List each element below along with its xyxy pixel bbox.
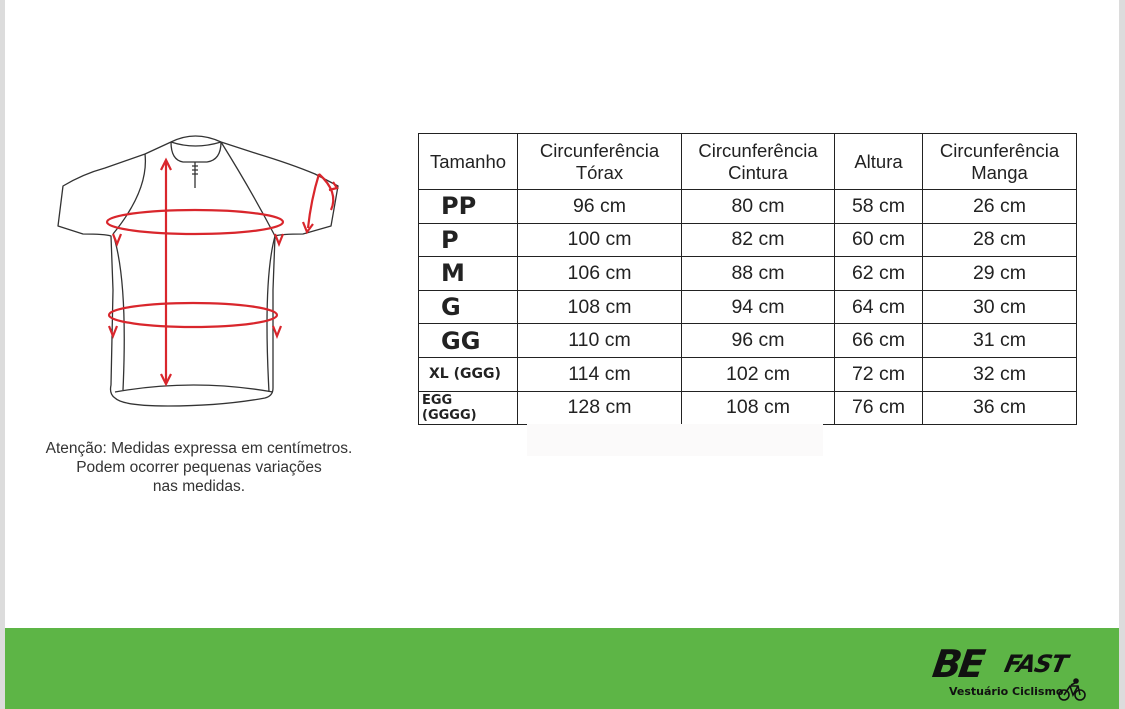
altura-cell: 76 cm xyxy=(835,391,923,425)
header-cintura: Circunferência Cintura xyxy=(682,134,835,190)
cintura-cell: 94 cm xyxy=(682,290,835,324)
size-cell: M xyxy=(419,257,518,291)
manga-cell: 28 cm xyxy=(923,223,1077,257)
manga-cell: 26 cm xyxy=(923,190,1077,224)
note-line-3: nas medidas. xyxy=(152,478,246,495)
cintura-cell: 82 cm xyxy=(682,223,835,257)
note-line-1: Atenção: Medidas expressa em centímetros. xyxy=(45,440,353,457)
size-cell: G xyxy=(419,290,518,324)
table-row xyxy=(419,290,1077,324)
table-row xyxy=(419,257,1077,291)
altura-cell: 62 cm xyxy=(835,257,923,291)
torax-cell: 96 cm xyxy=(518,190,682,224)
torax-cell: 114 cm xyxy=(518,357,682,391)
logo-be-text: BE xyxy=(929,642,986,686)
torax-cell: 108 cm xyxy=(518,290,682,324)
logo-fast-text: FAST xyxy=(1002,650,1070,678)
cintura-cell: 88 cm xyxy=(682,257,835,291)
manga-cell: 32 cm xyxy=(923,357,1077,391)
measurement-note xyxy=(25,439,373,496)
header-manga: Circunferência Manga xyxy=(923,134,1077,190)
header-torax: Circunferência Tórax xyxy=(518,134,682,190)
table-row xyxy=(419,324,1077,358)
table-row xyxy=(419,391,1077,425)
torax-cell: 100 cm xyxy=(518,223,682,257)
size-cell: XL (GGG) xyxy=(419,357,518,391)
altura-cell: 64 cm xyxy=(835,290,923,324)
torax-cell: 106 cm xyxy=(518,257,682,291)
bicycle-icon xyxy=(1057,678,1087,702)
altura-cell: 72 cm xyxy=(835,357,923,391)
altura-cell: 58 cm xyxy=(835,190,923,224)
faint-shadow xyxy=(527,424,823,456)
size-table xyxy=(418,133,1077,425)
size-cell: EGG (GGGG) xyxy=(419,391,518,425)
brand-logo xyxy=(931,640,1091,702)
manga-cell: 31 cm xyxy=(923,324,1077,358)
cintura-cell: 80 cm xyxy=(682,190,835,224)
altura-cell: 66 cm xyxy=(835,324,923,358)
size-cell: P xyxy=(419,223,518,257)
cintura-cell: 102 cm xyxy=(682,357,835,391)
manga-cell: 30 cm xyxy=(923,290,1077,324)
altura-cell: 60 cm xyxy=(835,223,923,257)
cintura-cell: 108 cm xyxy=(682,391,835,425)
cintura-cell: 96 cm xyxy=(682,324,835,358)
table-row xyxy=(419,357,1077,391)
size-chart-page xyxy=(5,0,1119,709)
note-line-2: Podem ocorrer pequenas variações xyxy=(76,459,322,476)
jersey-diagram-icon xyxy=(53,130,343,430)
header-tamanho: Tamanho xyxy=(419,134,518,190)
table-row xyxy=(419,190,1077,224)
manga-cell: 29 cm xyxy=(923,257,1077,291)
logo-tagline: Vestuário Ciclismo xyxy=(949,685,1064,698)
size-cell: GG xyxy=(419,324,518,358)
manga-cell: 36 cm xyxy=(923,391,1077,425)
header-altura: Altura xyxy=(835,134,923,190)
footer-band xyxy=(5,628,1119,709)
size-cell: PP xyxy=(419,190,518,224)
table-header-row xyxy=(419,134,1077,190)
torax-cell: 110 cm xyxy=(518,324,682,358)
table-row xyxy=(419,223,1077,257)
torax-cell: 128 cm xyxy=(518,391,682,425)
